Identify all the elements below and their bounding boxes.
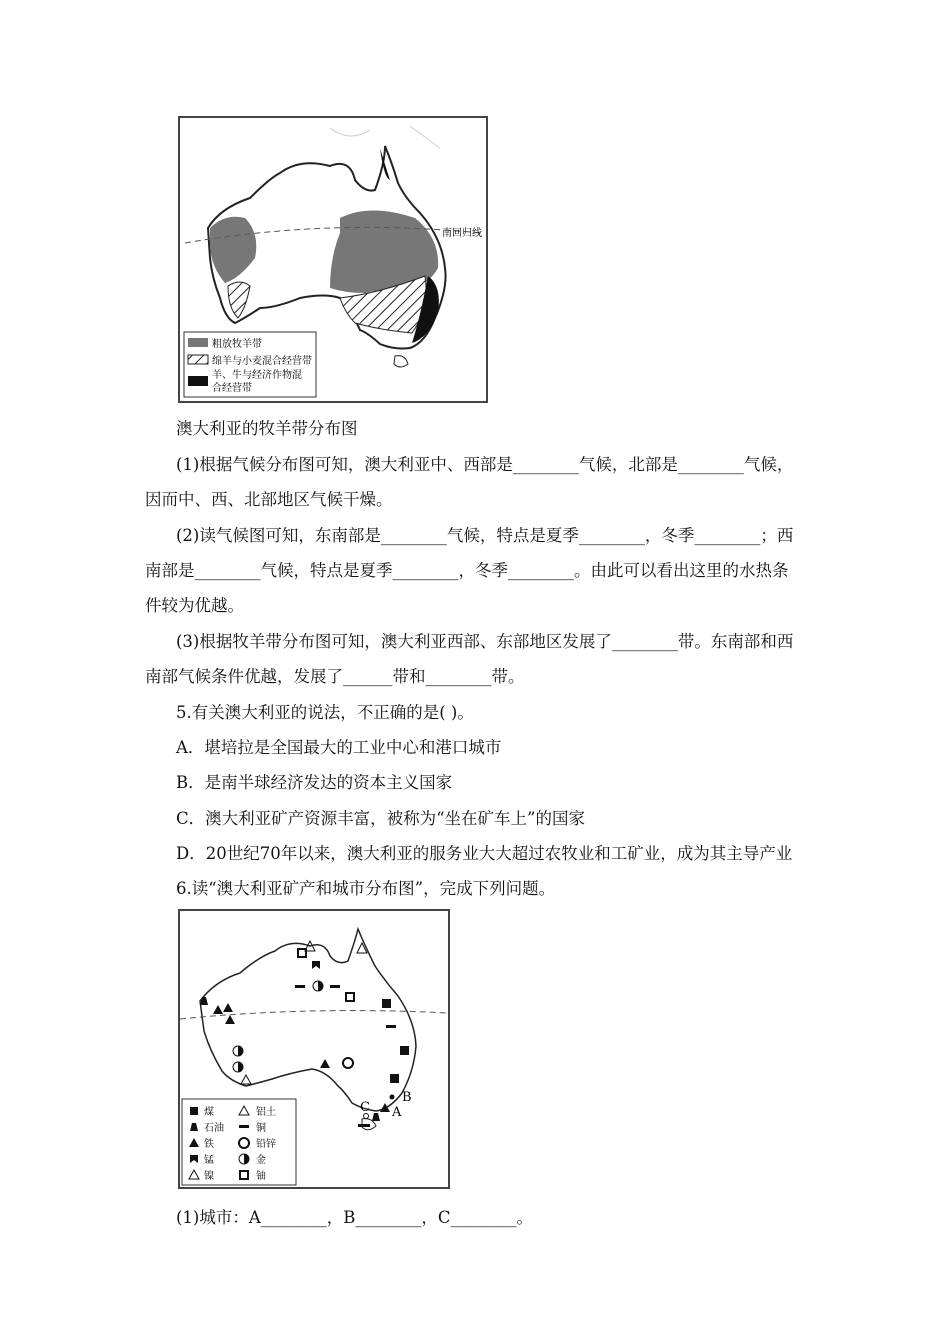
- q4-p1-line1: (1)根据气候分布图可知，澳大利亚中、西部是________气候，北部是________气候，: [176, 455, 794, 474]
- legend-item-3a: 羊、牛与经济作物混: [212, 370, 302, 381]
- grazing-swatch: [188, 338, 208, 347]
- minerals-cities-map-svg: [180, 911, 448, 1187]
- sheep-belt-map: [178, 116, 488, 403]
- copper-icon: [330, 985, 340, 988]
- legend-iron: 铁: [204, 1139, 214, 1150]
- tropic-label: 南回归线: [442, 228, 482, 239]
- minerals-cities-map: [178, 909, 450, 1189]
- tasmania: [394, 356, 408, 367]
- copper-icon: [386, 1025, 396, 1028]
- copper-icon: [358, 1124, 370, 1127]
- wheat-sheep-swatch: [188, 355, 208, 364]
- coal-icon: [400, 1046, 409, 1055]
- city-b-dot: [390, 1095, 395, 1100]
- city-label-a: A: [392, 1105, 402, 1120]
- coal-icon: [190, 1107, 198, 1115]
- legend-lead-zinc: 铅锌: [256, 1139, 276, 1150]
- q5-stem: 5.有关澳大利亚的说法，不正确的是( )。: [176, 703, 474, 722]
- q5-option-a: A．堪培拉是全国最大的工业中心和港口城市: [176, 738, 502, 757]
- copper-icon: [239, 1125, 249, 1128]
- city-label-b: B: [402, 1090, 412, 1105]
- legend-gold: 金: [256, 1155, 266, 1166]
- q4-p2-line2: 南部是________气候，特点是夏季________，冬季________。由此可以看出这里的水热条: [145, 561, 789, 580]
- q5-option-b: B．是南半球经济发达的资本主义国家: [176, 773, 453, 792]
- legend-manganese: 锰: [204, 1155, 214, 1166]
- legend-uranium: 铀: [256, 1171, 266, 1182]
- copper-icon: [295, 985, 305, 988]
- q5-option-c: C．澳大利亚矿产资源丰富，被称为“坐在矿车上”的国家: [176, 809, 585, 828]
- figure1-caption: 澳大利亚的牧羊带分布图: [176, 419, 358, 438]
- city-label-c: C: [360, 1100, 370, 1115]
- q6-stem: 6.读“澳大利亚矿产和城市分布图”，完成下列问题。: [176, 879, 556, 898]
- oil-icon: [372, 1113, 380, 1121]
- legend-nickel: 镍: [204, 1171, 214, 1182]
- legend-copper: 铜: [256, 1123, 266, 1134]
- coal-icon: [390, 1074, 399, 1083]
- q5-option-d: D．20世纪70年以来，澳大利亚的服务业大大超过农牧业和工矿业，成为其主导产业: [176, 844, 793, 863]
- q6-sub1: (1)城市：A________，B________，C________。: [176, 1208, 534, 1227]
- q4-p3-line1: (3)根据牧羊带分布图可知，澳大利亚西部、东部地区发展了________带。东南部和西: [176, 632, 794, 651]
- legend-bauxite: 铝土: [256, 1107, 276, 1118]
- legend-coal: 煤: [204, 1107, 214, 1118]
- q4-p1-line2: 因而中、西、北部地区气候干燥。: [145, 490, 393, 509]
- sheep-belt-map-svg: [180, 118, 486, 401]
- q4-p2-line3: 件较为优越。: [145, 596, 244, 615]
- legend-item-3b: 合经营带: [212, 383, 252, 394]
- coal-icon: [382, 999, 391, 1008]
- legend-item-2: 绵羊与小麦混合经营带: [212, 356, 312, 367]
- legend-oil: 石油: [204, 1123, 224, 1134]
- legend-item-1: 粗放牧羊带: [212, 339, 262, 350]
- mixed-crop-swatch: [188, 376, 208, 386]
- q4-p2-line1: (2)读气候图可知，东南部是________气候，特点是夏季________，冬季________；西: [176, 526, 794, 545]
- q4-p3-line2: 南部气候条件优越，发展了______带和________带。: [145, 667, 525, 686]
